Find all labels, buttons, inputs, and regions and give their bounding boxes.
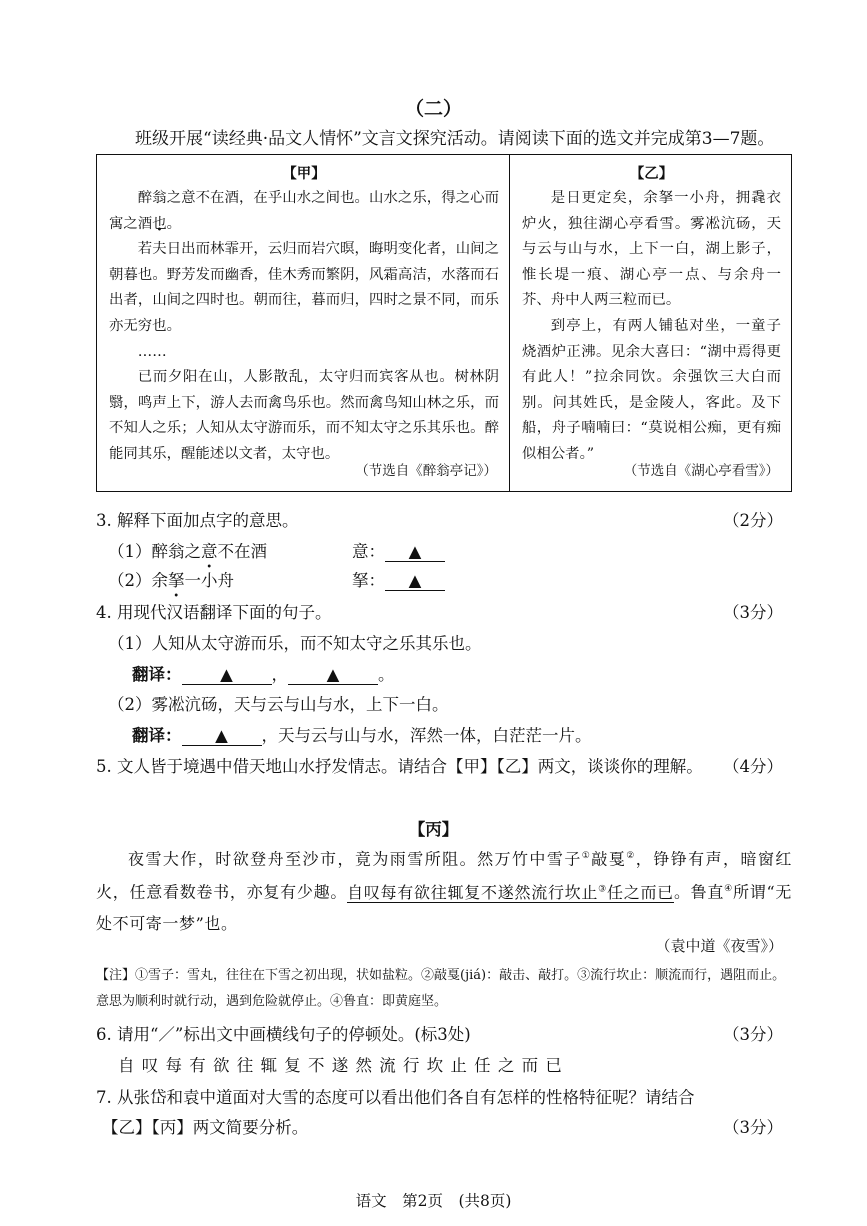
passage-jia-paragraph-1: 醉翁之意不在酒，在乎山水之间也。山水之乐，得之心而寓之酒也。 <box>109 190 499 232</box>
question-3-answer-2[interactable]: 拏： ▲ <box>352 567 445 591</box>
question-6-sentence[interactable]: 自 叹 每 有 欲 往 辄 复 不 遂 然 流 行 坎 止 任 之 而 已 <box>118 1056 563 1075</box>
section-title: （二） <box>404 98 462 120</box>
question-4-item-2: （2）雾凇沆砀，天与云与山与水，上下一白。 <box>108 695 449 714</box>
question-7-stem-line-2: 【乙】【丙】两文简要分析。 <box>102 1118 309 1137</box>
passage-yi-source: （节选自《湖心亭看雪》） <box>623 463 779 480</box>
passage-yi-paragraph-2: 到亭上，有两人铺毡对坐，一童子烧酒炉正沸。见余大喜曰：“湖中焉得更有此人！”拉余同饮。余强饮三大白而别。问其姓氏，是金陵人，客此。及下船，舟子喃喃曰：“莫说相公痴，更有痴似相公者。” <box>522 317 781 462</box>
passage-jia <box>97 155 510 491</box>
question-5-score: （4分） <box>723 757 783 776</box>
passage-yi <box>510 155 791 491</box>
passage-jia-paragraph-2: 若夫日出而林霏开，云归而岩穴暝，晦明变化者，山间之朝暮也。野芳发而幽香，佳木秀而繁阴，风霜高洁，水落而石出者，山间之四时也。朝而往，暮而归，四时之景不同，而乐亦无穷也。 <box>109 241 499 334</box>
underlined-sentence: 自叹每有欲往辄复不遂然流行坎止③任之而已 <box>347 882 674 902</box>
passage-jia-source: （节选自《醉翁亭记》） <box>355 463 497 480</box>
passage-yi-header: 【乙】 <box>629 165 674 182</box>
question-5-stem: 5. 文人皆于境遇中借天地山水抒发情志。请结合【甲】【乙】两文，谈谈你的理解。 <box>96 757 703 776</box>
question-4-answer-1[interactable]: 翻译： ▲ ， ▲ 。 <box>132 665 395 684</box>
question-4-stem: 4. 用现代汉语翻译下面的句子。 <box>96 603 332 622</box>
question-3-stem: 3. 解释下面加点字的意思。 <box>96 511 299 530</box>
section-intro: 班级开展“读经典·品文人情怀”文言文探究活动。请阅读下面的选文并完成第3—7题。 <box>135 129 775 149</box>
passage-jia-header: 【甲】 <box>282 165 326 182</box>
question-7-stem-line-1: 7. 从张岱和袁中道面对大雪的态度可以看出他们各自有怎样的性格特征呢？请结合 <box>96 1088 695 1107</box>
question-4-answer-2[interactable]: 翻译： ▲ ，天与云与山与水，浑然一体，白茫茫一片。 <box>132 726 592 745</box>
passage-jia-ellipsis: …… <box>137 343 167 360</box>
question-4-item-1: （1）人知从太守游而乐，而不知太守之乐其乐也。 <box>108 634 482 653</box>
question-3-score: （2分） <box>723 511 783 530</box>
question-3-item-2: （2）余拏一小舟 <box>108 571 234 590</box>
question-7-score: （3分） <box>723 1118 783 1137</box>
question-3-answer-1[interactable]: 意： ▲ <box>352 538 445 562</box>
question-4-score: （3分） <box>723 603 783 622</box>
question-6-stem: 6. 请用“／”标出文中画横线句子的停顿处。(标3处) <box>96 1025 471 1044</box>
passage-jia-paragraph-3: 已而夕阳在山，人影散乱，太守归而宾客从也。树林阴翳，鸣声上下，游人去而禽鸟乐也。然而禽鸟知山林之乐，而不知人之乐；人知从太守游而乐，而不知太守之乐其乐也。醉能同其乐，醒能述以文者，太守也。 <box>109 369 499 462</box>
passage-bing-header: 【丙】 <box>408 820 459 839</box>
passage-yi-paragraph-1: 是日更定矣，余拏一小舟，拥毳衣炉火，独往湖心亭看雪。雾凇沆砀，天与云与山与水，上下一白，湖上影子，惟长堤一痕、湖心亭一点、与余舟一芥、舟中人两三粒而已。 <box>522 190 781 309</box>
question-3-item-1: （1）醉翁之意不在酒 <box>108 542 267 561</box>
question-6-score: （3分） <box>723 1025 783 1044</box>
passage-bing-source: （袁中道《夜雪》） <box>655 937 783 955</box>
passage-table <box>96 154 792 492</box>
passage-bing-text: 夜雪大作，时欲登舟至沙市，竟为雨雪所阻。然万竹中雪子①敲戛②，铮铮有声，暗窗红火，任意看数卷书，亦复有少趣。自叹每有欲往辄复不遂然流行坎止③任之而已。鲁直④所谓“无处不可寄一梦”也。 <box>96 849 793 933</box>
page-footer: 语文 第2页 (共8页) <box>355 1192 512 1210</box>
passage-bing-note: 【注】①雪子：雪丸，往往在下雪之初出现，状如盐粒。②敲戛(jiá)：敲击、敲打。③流行坎止：顺流而行，遇阻而止。意思为顺利时就行动，遇到危险就停止。④鲁直：即黄庭坚。 <box>96 968 786 1009</box>
